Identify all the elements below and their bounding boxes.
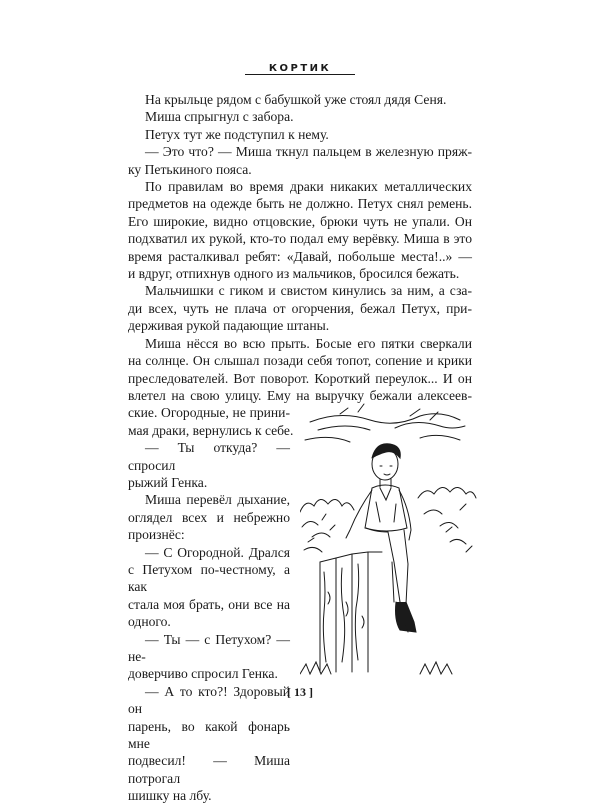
book-title: КОРТИК bbox=[268, 63, 332, 74]
text-line: — Ты откуда? — спросил bbox=[128, 440, 290, 473]
text-line: подвесил! — Миша потрогал bbox=[128, 753, 290, 786]
text-line: По правилам во время драки никаких металлических bbox=[145, 179, 472, 195]
text-line: предметов на одежде быть не должно. Петух снял ремень. bbox=[128, 196, 472, 212]
text-line: На крыльце рядом с бабушкой уже стоял дядя Сеня. bbox=[145, 92, 447, 107]
text-line: — Это что? — Миша ткнул пальцем в железную пряж- bbox=[145, 144, 472, 160]
text-line: стала моя брать, они все на bbox=[128, 596, 290, 612]
text-line: подхватил их рукой, кто-то подал ему верёвку. Миша в это bbox=[128, 231, 472, 247]
text-line: оглядел всех и небрежно bbox=[128, 509, 290, 525]
text-line: на солнце. Он слышал позади себя топот, сопение и крики bbox=[128, 353, 472, 369]
text-line: произнёс: bbox=[128, 527, 185, 543]
text-line: шишку на лбу. bbox=[128, 788, 212, 804]
running-header bbox=[0, 56, 600, 75]
text-line: держивая рукой падающие штаны. bbox=[128, 318, 330, 334]
text-line: одного. bbox=[128, 614, 171, 630]
text-line: рыжий Генка. bbox=[128, 474, 208, 490]
text-line: — А то кто?! Здоровый он bbox=[128, 683, 290, 717]
text-line: Миша спрыгнул с забора. bbox=[145, 109, 294, 125]
text-line: мая драки, вернулись к себе. bbox=[128, 422, 294, 438]
page-number: [ 13 ] bbox=[287, 685, 313, 699]
text-line: с Петухом по-честному, а как bbox=[128, 561, 290, 595]
text-line: парень, во какой фонарь мне bbox=[128, 718, 290, 752]
text-line: влетел на свою улицу. Ему на выручку бежали алексеев- bbox=[128, 387, 472, 403]
header-rule bbox=[245, 74, 355, 75]
text-line: — С Огородной. Дрался bbox=[145, 544, 290, 560]
text-line: Миша перевёл дыхание, bbox=[145, 492, 290, 508]
text-line: Мальчишки с гиком и свистом кинулись за ним, а сза- bbox=[145, 283, 472, 299]
text-line: ку Петькиного пояса. bbox=[128, 161, 252, 177]
text-line: ди всех, чуть не плача от огорчения, бежал Петух, при- bbox=[128, 300, 472, 316]
text-line: Его широкие, видно отцовские, брюки чуть не упали. Он bbox=[128, 213, 472, 229]
text-line: Миша нёсся во всю прыть. Босые его пятки сверкали bbox=[145, 335, 472, 351]
text-line: время расталкивал ребят: «Давай, побольше места!..» — bbox=[128, 248, 472, 264]
text-line: и вдруг, отпихнув одного из мальчиков, бросился бежать. bbox=[128, 266, 460, 282]
text-line: — Ты — с Петухом? — не- bbox=[128, 631, 290, 664]
text-line: Петух тут же подступил к нему. bbox=[145, 126, 329, 142]
text-line: ские. Огородные, не прини- bbox=[128, 405, 290, 421]
boy-on-fence-illustration bbox=[300, 402, 478, 682]
text-line: доверчиво спросил Генка. bbox=[128, 666, 278, 682]
text-line: преследователей. Вот поворот. Короткий переулок... И он bbox=[128, 370, 472, 386]
